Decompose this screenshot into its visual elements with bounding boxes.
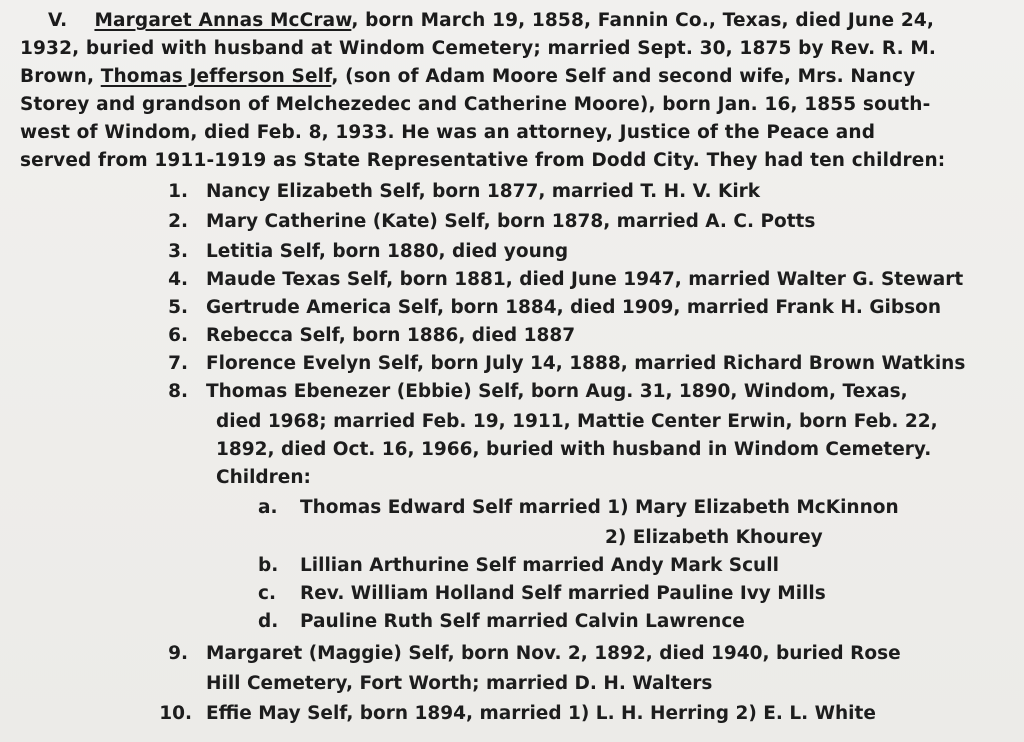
item-number: 6.	[168, 325, 188, 346]
item-text: Thomas Ebenezer (Ebbie) Self, born Aug. 31, 1890, Windom, Texas,	[206, 381, 908, 402]
intro-line-5: west of Windom, died Feb. 8, 1933. He was an attorney, Justice of the Peace and	[20, 122, 876, 143]
roman-numeral: V.	[48, 10, 68, 31]
item-number: 9.	[168, 643, 188, 664]
intro-line-3	[20, 66, 915, 88]
item-text: Mary Catherine (Kate) Self, born 1878, married A. C. Potts	[206, 211, 816, 232]
item-number: 1.	[168, 181, 188, 202]
item-letter: c.	[258, 583, 276, 604]
item-text: Florence Evelyn Self, born July 14, 1888, married Richard Brown Watkins	[206, 353, 966, 374]
item-text: Letitia Self, born 1880, died young	[206, 241, 569, 262]
intro-line-3-pre: Brown,	[20, 66, 101, 87]
item-text: Lillian Arthurine Self married Andy Mark Scull	[300, 555, 779, 576]
item-number: 2.	[168, 211, 188, 232]
intro-line-6: served from 1911-1919 as State Representative from Dodd City. They had ten children:	[20, 150, 946, 171]
item-number: 4.	[168, 269, 188, 290]
husband-name: Thomas Jefferson Self	[100, 66, 332, 87]
item-text: Effie May Self, born 1894, married 1) L. H. Herring 2) E. L. White	[206, 703, 876, 724]
item-text: 2) Elizabeth Khourey	[605, 527, 823, 548]
item-text: Rev. William Holland Self married Pauline Ivy Mills	[300, 583, 826, 604]
intro-line-1	[48, 10, 934, 32]
intro-line-2: 1932, buried with husband at Windom Cemetery; married Sept. 30, 1875 by Rev. R. M.	[20, 38, 937, 59]
item-letter: d.	[258, 611, 279, 632]
item-letter: b.	[258, 555, 279, 576]
child8-cont-line-1: died 1968; married Feb. 19, 1911, Mattie Center Erwin, born Feb. 22,	[216, 411, 938, 432]
intro-line-1-rest: , born March 19, 1858, Fannin Co., Texas, died June 24,	[351, 10, 935, 31]
intro-line-4: Storey and grandson of Melchezedec and Catherine Moore), born Jan. 16, 1855 south-	[20, 94, 931, 115]
item-text: Margaret (Maggie) Self, born Nov. 2, 1892, died 1940, buried Rose	[206, 643, 901, 664]
item-number: 5.	[168, 297, 188, 318]
subject-name: Margaret Annas McCraw	[94, 10, 352, 31]
item-text: Gertrude America Self, born 1884, died 1909, married Frank H. Gibson	[206, 297, 942, 318]
item-text: Pauline Ruth Self married Calvin Lawrence	[300, 611, 745, 632]
child8-cont-line-2: 1892, died Oct. 16, 1966, buried with husband in Windom Cemetery.	[216, 439, 932, 460]
item-letter: a.	[258, 497, 278, 518]
item-text: Rebecca Self, born 1886, died 1887	[206, 325, 576, 346]
item-text: Thomas Edward Self married 1) Mary Elizabeth McKinnon	[300, 497, 899, 518]
item-text: Nancy Elizabeth Self, born 1877, married T. H. V. Kirk	[206, 181, 761, 202]
item-number: 3.	[168, 241, 188, 262]
item-text: Maude Texas Self, born 1881, died June 1947, married Walter G. Stewart	[206, 269, 964, 290]
child8-cont-line-3: Children:	[216, 467, 311, 488]
item-text-cont: Hill Cemetery, Fort Worth; married D. H. Walters	[206, 673, 713, 694]
item-number: 7.	[168, 353, 188, 374]
item-number: 10.	[159, 703, 192, 724]
item-number: 8.	[168, 381, 188, 402]
intro-line-3-rest: , (son of Adam Moore Self and second wife, Mrs. Nancy	[331, 66, 916, 87]
